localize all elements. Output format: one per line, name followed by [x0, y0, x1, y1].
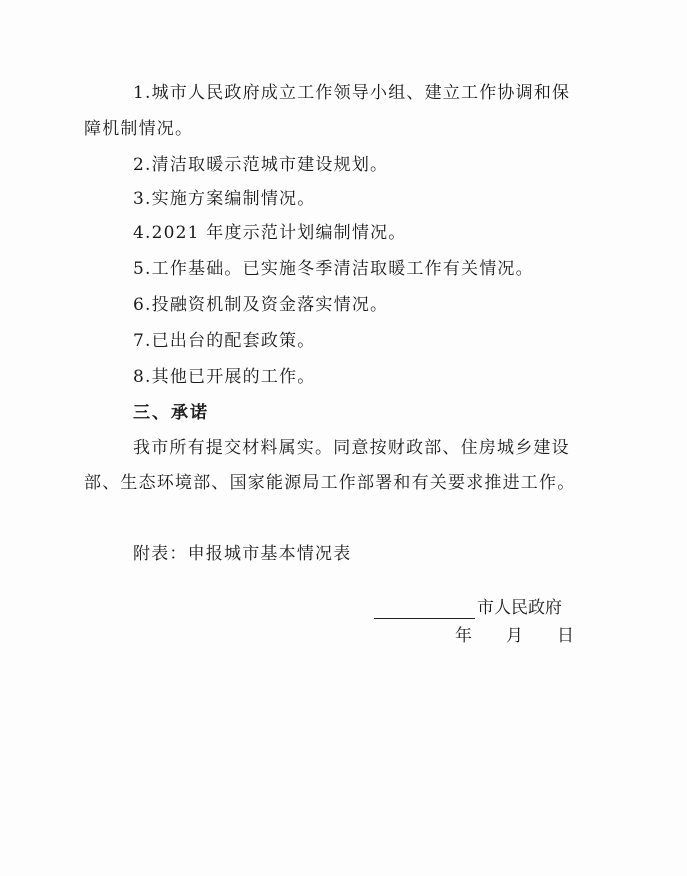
item-7: 7.已出台的配套政策。 [133, 331, 316, 351]
signature-suffix: 市人民政府 [477, 598, 562, 618]
commitment-line-1: 我市所有提交材料属实。同意按财政部、住房城乡建设 [133, 438, 570, 458]
date-year: 年 [455, 626, 472, 646]
signature-blank-line [374, 600, 475, 619]
item-5: 5.工作基础。已实施冬季清洁取暖工作有关情况。 [133, 259, 534, 279]
date-month: 月 [506, 626, 523, 646]
signature-block [374, 597, 574, 619]
attachment-note: 附表：申报城市基本情况表 [133, 544, 352, 564]
section-heading: 三、承诺 [133, 403, 209, 423]
item-4: 4.2021 年度示范计划编制情况。 [133, 223, 407, 243]
item-3: 3.实施方案编制情况。 [133, 189, 316, 209]
item-1-line-1: 1.城市人民政府成立工作领导小组、建立工作协调和保 [133, 83, 571, 103]
date-day: 日 [557, 626, 574, 646]
item-8: 8.其他已开展的工作。 [133, 367, 316, 387]
date-row [455, 625, 574, 647]
item-1-line-2: 障机制情况。 [84, 119, 194, 139]
commitment-line-2: 部、生态环境部、国家能源局工作部署和有关要求推进工作。 [84, 473, 576, 493]
item-2: 2.清洁取暖示范城市建设规划。 [133, 155, 389, 175]
item-6: 6.投融资机制及资金落实情况。 [133, 295, 389, 315]
